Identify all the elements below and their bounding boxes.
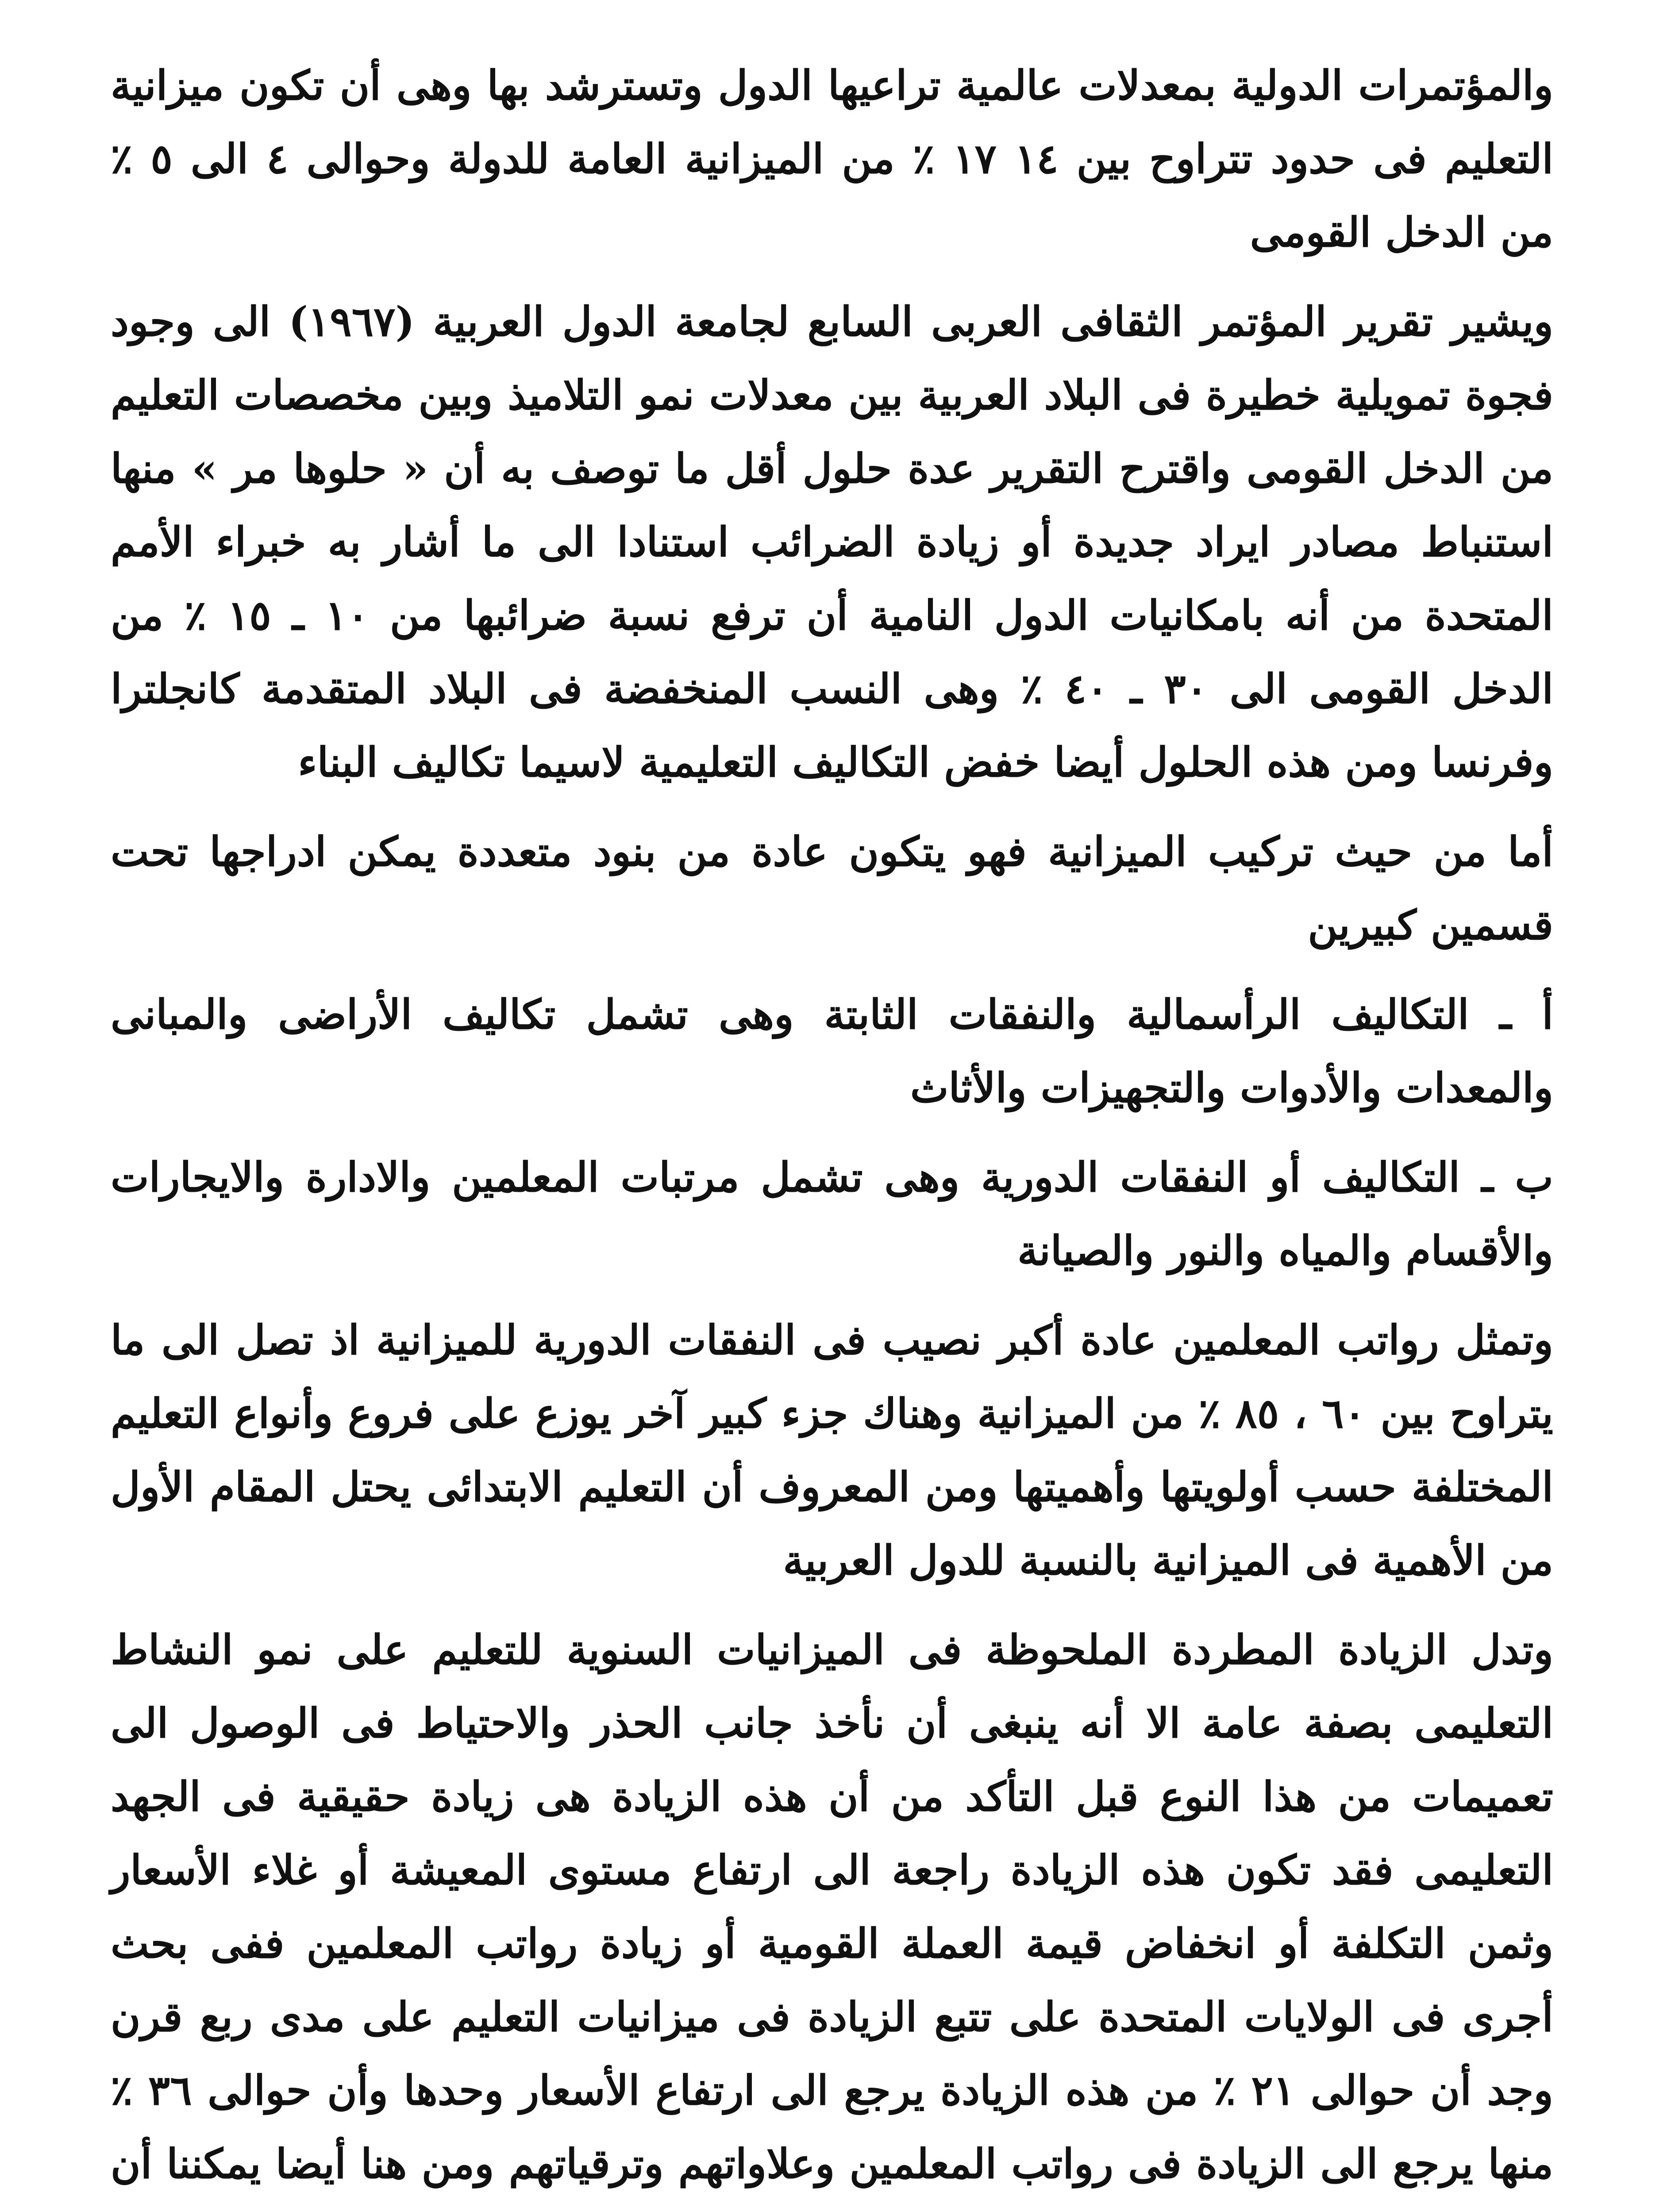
paragraph-5-item-b: ب ـ التكاليف أو النفقات الدورية وهى تشمل مرتبات المعلمين والادارة والايجارات والأقسام والمياه والنور والصيانة: [111, 1153, 1553, 1275]
paragraph-7: وتدل الزيادة المطردة الملحوظة فى الميزانيات السنوية للتعليم على نمو النشاط التعليمى بصفة عامة الا أنه ينبغى أن نأخذ جانب الحذر والاحتياط فى الوصول الى تعميمات من هذا النوع قبل التأكد من أن هذه الزيادة هى زيادة حقيقية فى الجهد التعليمى فقد تكون هذه الزيادة راجعة الى ارتفاع مستوى المعيشة أو غلاء الأسعار وثمن التكلفة أو انخفاض قيمة العملة القومية أو زيادة رواتب المعلمين ففى بحث أجرى فى الولايات المتحدة على تتبع الزيادة فى ميزانيات التعليم على مدى ربع قرن وجد أن حوالى ٢١ ٪ من هذه الزيادة يرجع الى ارتفاع الأسعار وحدها وأن حوالى ٣٦ ٪ منها يرجع الى الزيادة فى رواتب المعلمين وعلاواتهم وترقياتهم ومن هنا أيضا يمكننا أن: [111, 1626, 1553, 2188]
paragraph-2: ويشير تقرير المؤتمر الثقافى العربى السابع لجامعة الدول العربية (١٩٦٧) الى وجود فجوة تمويلية خطيرة فى البلاد العربية بين معدلات نمو التلاميذ وبين مخصصات التعليم من الدخل القومى واقترح التقرير عدة حلول أقل ما توصف به أن « حلوها مر » منها استنباط مصادر ايراد جديدة أو زيادة الضرائب استنادا الى ما أشار به خبراء الأمم المتحدة من أنه بامكانيات الدول النامية أن ترفع نسبة ضرائبها من ١٠ ـ ١٥ ٪ من الدخل القومى الى ٣٠ ـ ٤٠ ٪ وهى النسب المنخفضة فى البلاد المتقدمة كانجلترا وفرنسا ومن هذه الحلول أيضا خفض التكاليف التعليمية لاسيما تكاليف البناء: [111, 298, 1554, 786]
paragraph-1: والمؤتمرات الدولية بمعدلات عالمية تراعيها الدول وتسترشد بها وهى أن تكون ميزانية التعليم فى حدود تتراوح بين ١٤ ١٧ ٪ من الميزانية العامة للدولة وحوالى ٤ الى ٥ ٪ من الدخل القومى: [111, 61, 1554, 256]
paragraph-4-item-a: أ ـ التكاليف الرأسمالية والنفقات الثابتة وهى تشمل تكاليف الأراضى والمبانى والمعدات والأدوات والتجهيزات والأثاث: [111, 991, 1553, 1112]
paragraph-6: وتمثل رواتب المعلمين عادة أكبر نصيب فى النفقات الدورية للميزانية اذ تصل الى ما يتراوح بين ٦٠ ، ٨٥ ٪ من الميزانية وهناك جزء كبير آخر يوزع على فروع وأنواع التعليم المختلفة حسب أولويتها وأهميتها ومن المعروف أن التعليم الابتدائى يحتل المقام الأول من الأهمية فى الميزانية بالنسبة للدول العربية: [111, 1316, 1553, 1584]
paragraph-3: أما من حيث تركيب الميزانية فهو يتكون عادة من بنود متعددة يمكن ادراجها تحت قسمين كبيرين: [111, 828, 1553, 949]
page-body: [111, 49, 1553, 2212]
